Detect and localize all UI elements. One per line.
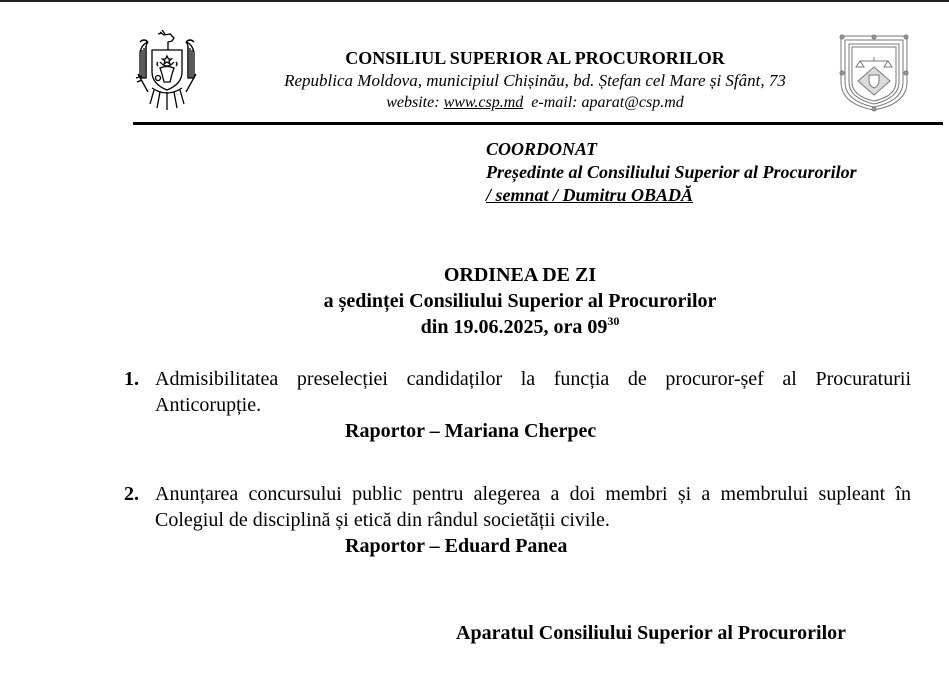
agenda-item-text: Admisibilitatea preselecției candidaților la funcția de procuror-șef al Procuraturii Anticorupție. bbox=[155, 368, 911, 416]
agenda-item-number: 2. bbox=[124, 483, 139, 505]
agenda-item-reporter: Raportor – Mariana Cherpec bbox=[345, 420, 597, 442]
title-subheading: a ședinței Consiliului Superior al Procurorilor bbox=[323, 290, 717, 312]
email-label: e-mail: bbox=[531, 94, 578, 111]
organization-contacts bbox=[250, 92, 820, 113]
website-label: website: bbox=[386, 94, 440, 111]
title-date-time bbox=[220, 314, 820, 340]
csp-seal-icon bbox=[838, 33, 910, 113]
page-top-border bbox=[0, 0, 949, 2]
agenda-item-number: 1. bbox=[124, 368, 139, 390]
agenda-item bbox=[124, 481, 911, 559]
approval-signature: / semnat / Dumitru OBADĂ bbox=[486, 185, 694, 205]
agenda-item bbox=[124, 366, 911, 444]
title-time-minutes: 30 bbox=[607, 314, 620, 328]
agenda-item-text: Anunțarea concursului public pentru alegerea a doi membri și a membrului supleant în Colegiul de disciplină și etică din rândul societății civile. bbox=[155, 483, 911, 531]
title-heading: ORDINEA DE ZI bbox=[443, 264, 597, 286]
approval-block bbox=[486, 138, 857, 207]
moldova-coat-of-arms-icon bbox=[134, 28, 200, 112]
approval-status: COORDONAT bbox=[486, 139, 598, 159]
organization-address: Republica Moldova, municipiul Chișinău, bd. Ștefan cel Mare și Sfânt, 73 bbox=[284, 71, 786, 90]
approval-role: Președinte al Consiliului Superior al Procurorilor bbox=[486, 162, 857, 182]
title-date: din 19.06.2025, ora 09 bbox=[420, 316, 608, 338]
website-link[interactable]: www.csp.md bbox=[443, 94, 524, 111]
agenda-item-reporter: Raportor – Eduard Panea bbox=[345, 535, 568, 557]
document-title bbox=[220, 262, 820, 340]
organization-name: CONSILIUL SUPERIOR AL PROCURORILOR bbox=[345, 48, 725, 68]
footer-signature: Aparatul Consiliului Superior al Procurorilor bbox=[456, 622, 847, 644]
letterhead bbox=[250, 46, 820, 113]
header-divider bbox=[133, 122, 943, 125]
email-address[interactable]: aparat@csp.md bbox=[581, 94, 684, 111]
